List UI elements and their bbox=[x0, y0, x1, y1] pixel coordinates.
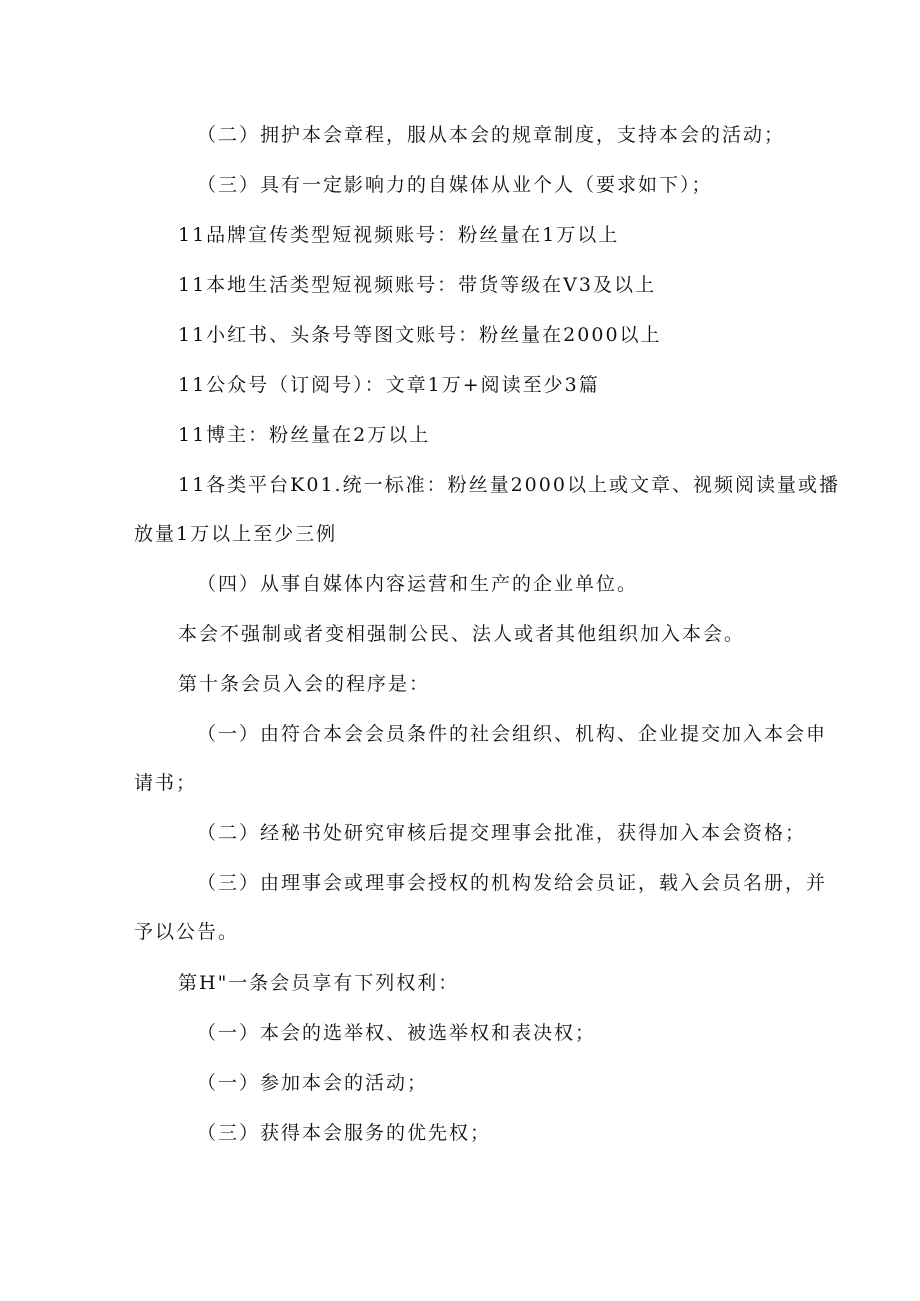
right-voting: （一）本会的选举权、被选举权和表决权； bbox=[197, 1022, 597, 1044]
procedure-review-approval: （二）经秘书处研究审核后提交理事会批准，获得加入本会资格； bbox=[197, 822, 807, 844]
right-service-priority: （三）获得本会服务的优先权； bbox=[197, 1122, 492, 1144]
requirement-official-account: 11公众号（订阅号）：文章1万+阅读至少3篇 bbox=[178, 374, 600, 396]
requirement-local-life-video: 11本地生活类型短视频账号：带货等级在V3及以上 bbox=[178, 274, 656, 296]
procedure-issue-certificate: （三）由理事会或理事会授权的机构发给会员证，载入会员名册，并 bbox=[197, 872, 828, 894]
procedure-submit-application: （一）由符合本会会员条件的社会组织、机构、企业提交加入本会申 bbox=[197, 723, 828, 745]
requirement-all-platforms-continued: 放量1万以上至少三例 bbox=[134, 523, 338, 545]
clause-enterprise-units: （四）从事自媒体内容运营和生产的企业单位。 bbox=[197, 573, 639, 595]
clause-no-forced-membership: 本会不强制或者变相强制公民、法人或者其他组织加入本会。 bbox=[178, 623, 746, 645]
requirement-blogger: 11博主：粉丝量在2万以上 bbox=[178, 424, 431, 446]
procedure-issue-certificate-continued: 予以公告。 bbox=[134, 921, 240, 943]
requirement-brand-video: 11品牌宣传类型短视频账号：粉丝量在1万以上 bbox=[178, 224, 620, 246]
right-participate-activities: （一）参加本会的活动； bbox=[197, 1072, 429, 1094]
clause-individual-requirements: （三）具有一定影响力的自媒体从业个人（要求如下）； bbox=[197, 174, 713, 196]
procedure-submit-application-continued: 请书； bbox=[134, 772, 198, 794]
requirement-all-platforms: 11各类平台K01.统一标准：粉丝量2000以上或文章、视频阅读量或播 bbox=[178, 474, 840, 496]
clause-support-charter: （二）拥护本会章程，服从本会的规章制度，支持本会的活动； bbox=[197, 124, 786, 146]
article-ten-heading: 第十条会员入会的程序是： bbox=[178, 673, 431, 695]
requirement-image-text-accounts: 11小红书、头条号等图文账号：粉丝量在2000以上 bbox=[178, 324, 662, 346]
article-eleven-heading: 第H"一条会员享有下列权利： bbox=[178, 972, 460, 994]
